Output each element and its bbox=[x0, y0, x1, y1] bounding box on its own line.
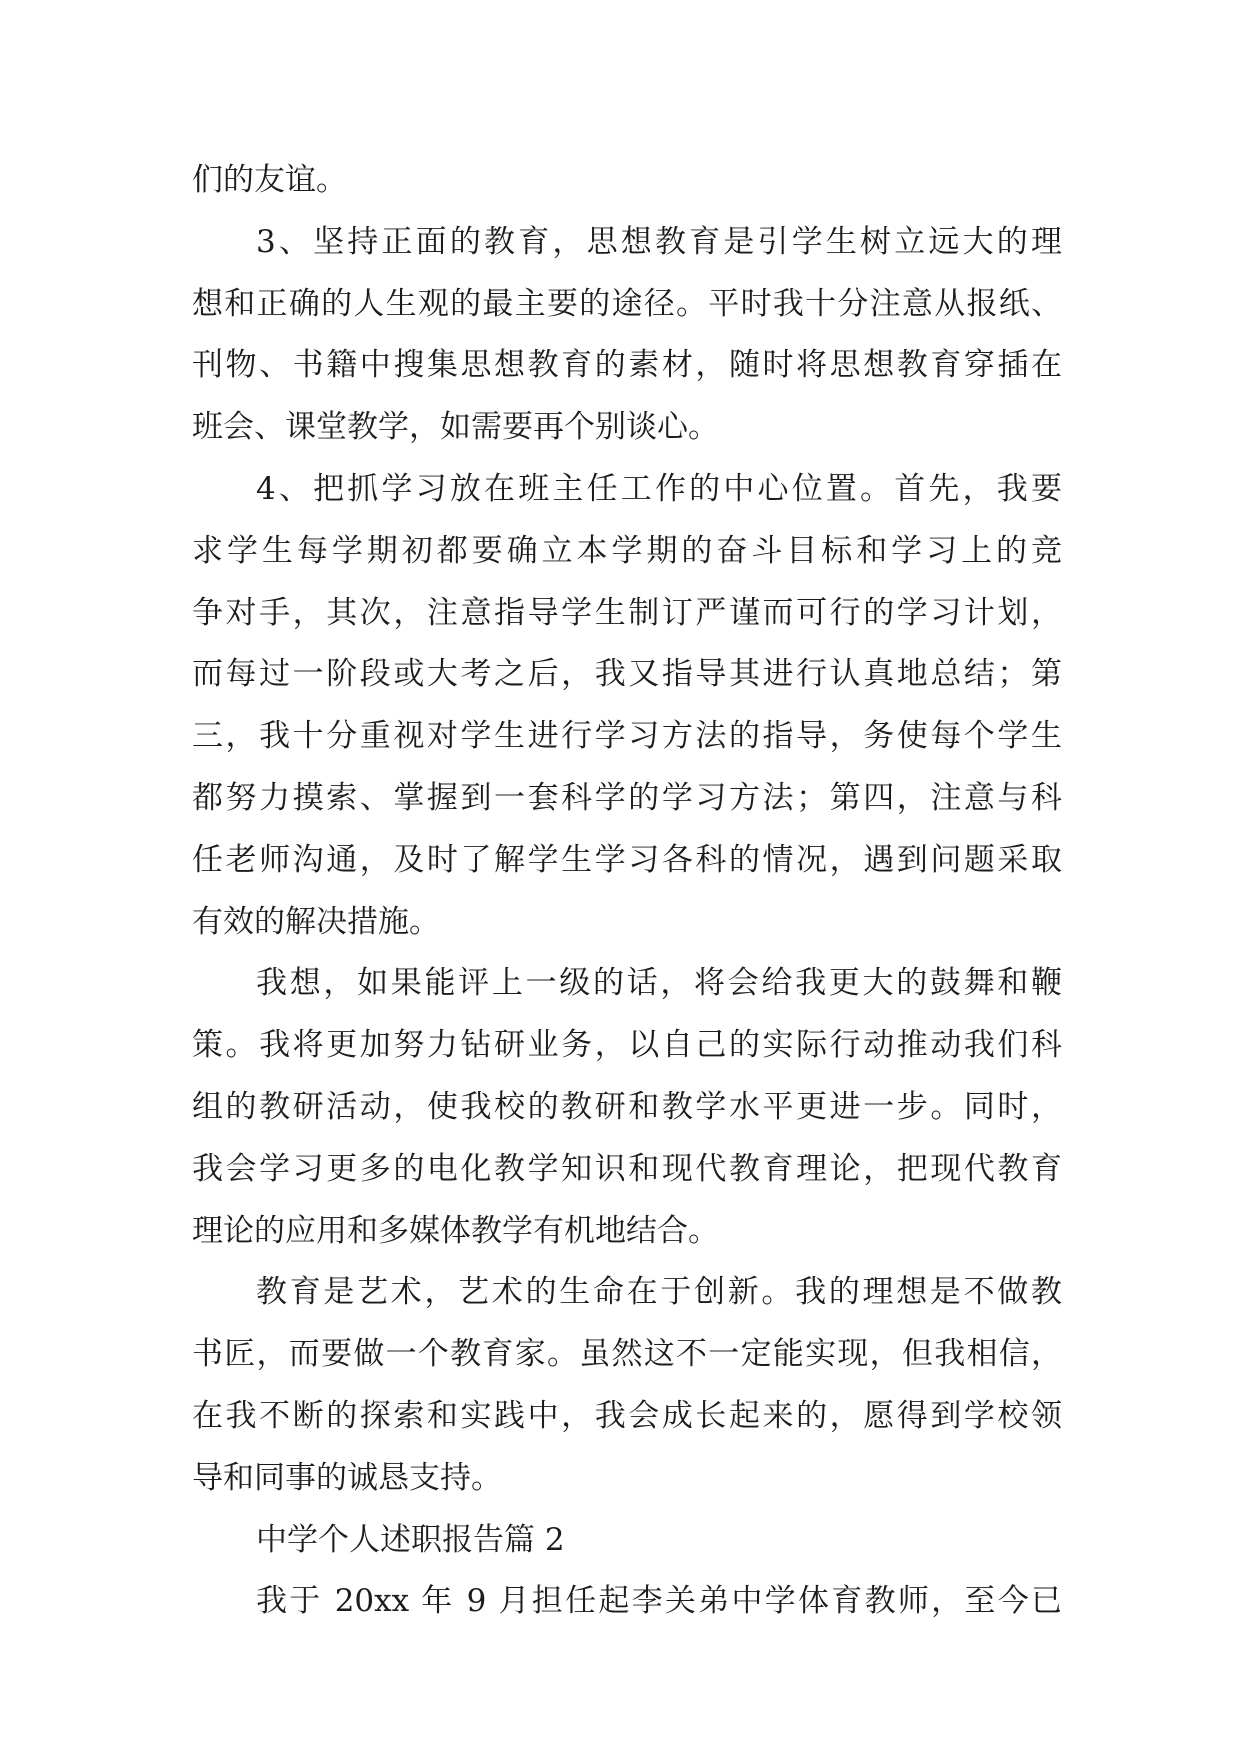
text-line: 我会学习更多的电化教学知识和现代教育理论，把现代教育 bbox=[192, 1150, 1062, 1187]
text-line: 争对手，其次，注意指导学生制订严谨而可行的学习计划， bbox=[192, 594, 1062, 631]
text-line: 3、坚持正面的教育，思想教育是引学生树立远大的理 bbox=[256, 223, 1062, 260]
text-line: 理论的应用和多媒体教学有机地结合。 bbox=[192, 1212, 719, 1249]
text-line: 在我不断的探索和实践中，我会成长起来的，愿得到学校领 bbox=[192, 1397, 1062, 1434]
text-line: 班会、课堂教学，如需要再个别谈心。 bbox=[192, 409, 719, 446]
text-line: 有效的解决措施。 bbox=[192, 903, 440, 940]
text-line: 而每过一阶段或大考之后，我又指导其进行认真地总结；第 bbox=[192, 656, 1062, 693]
text-line: 想和正确的人生观的最主要的途径。平时我十分注意从报纸、 bbox=[192, 285, 1062, 322]
text-line: 策。我将更加努力钻研业务，以自己的实际行动推动我们科 bbox=[192, 1027, 1062, 1064]
text-line: 求学生每学期初都要确立本学期的奋斗目标和学习上的竞 bbox=[192, 532, 1062, 569]
document-body bbox=[192, 150, 1062, 1633]
text-line: 组的教研活动，使我校的教研和教学水平更进一步。同时， bbox=[192, 1088, 1062, 1125]
text-line: 我于 20xx 年 9 月担任起李关弟中学体育教师，至今已 bbox=[256, 1583, 1062, 1620]
text-line: 三，我十分重视对学生进行学习方法的指导，务使每个学生 bbox=[192, 718, 1062, 755]
text-line: 导和同事的诚恳支持。 bbox=[192, 1459, 502, 1496]
text-line: 4、把抓学习放在班主任工作的中心位置。首先，我要 bbox=[256, 470, 1062, 507]
text-line: 们的友谊。 bbox=[192, 162, 347, 198]
text-line: 刊物、书籍中搜集思想教育的素材，随时将思想教育穿插在 bbox=[192, 347, 1062, 384]
text-line: 书匠，而要做一个教育家。虽然这不一定能实现，但我相信， bbox=[192, 1336, 1062, 1373]
text-line: 教育是艺术，艺术的生命在于创新。我的理想是不做教 bbox=[256, 1274, 1062, 1311]
text-line: 中学个人述职报告篇 2 bbox=[256, 1521, 565, 1558]
text-line: 任老师沟通，及时了解学生学习各科的情况，遇到问题采取 bbox=[192, 841, 1062, 878]
text-line: 都努力摸索、掌握到一套科学的学习方法；第四，注意与科 bbox=[192, 779, 1062, 816]
text-line: 我想，如果能评上一级的话，将会给我更大的鼓舞和鞭 bbox=[256, 965, 1062, 1002]
